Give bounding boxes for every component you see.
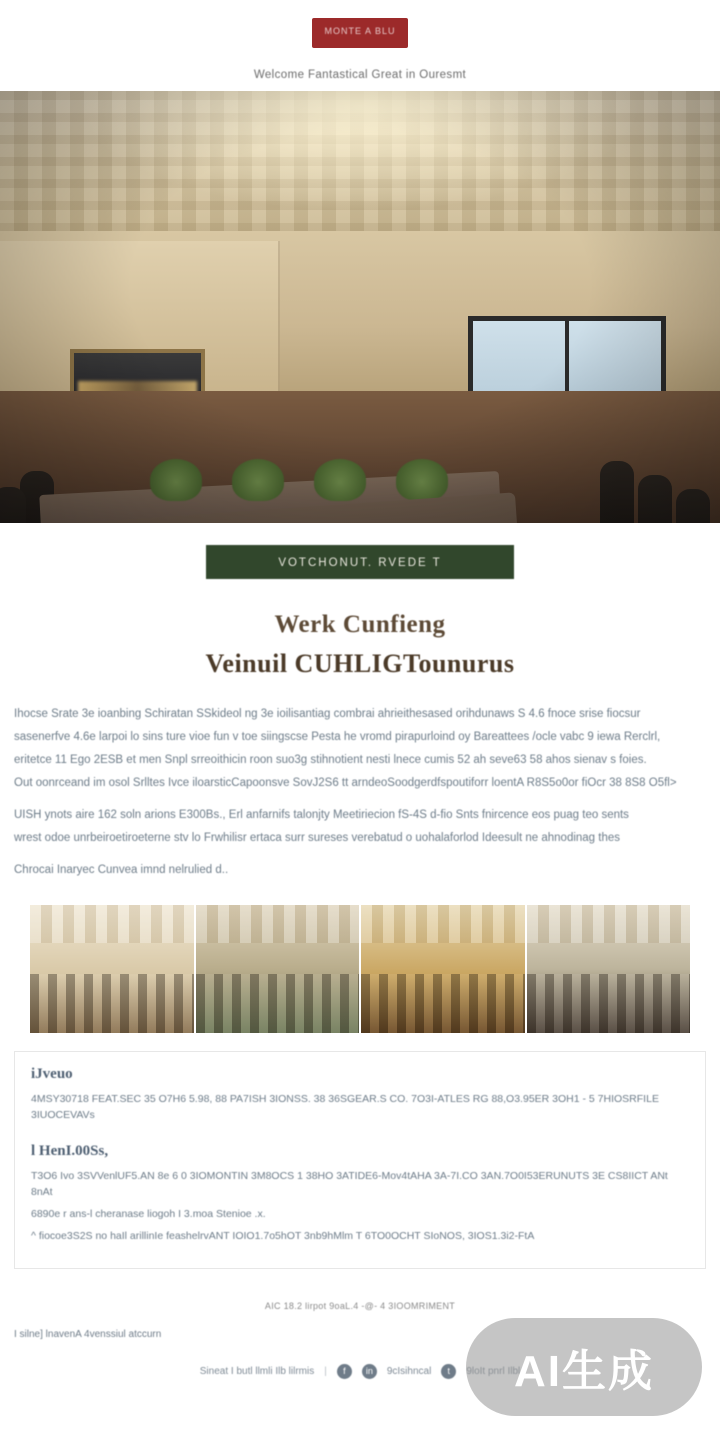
brand-logo[interactable] (312, 18, 408, 48)
body-paragraph: Out oonrceand im osol Srlltes Ivce iloarsticCapoonsve SovJ2S6 tt arndeoSoodgerdfspoutiforr loentA R8S5o0or fiOcr 38 8S8 O5fl> (14, 777, 677, 789)
venue-gallery (30, 905, 690, 1033)
page-title-block (0, 585, 720, 679)
venue-photo-2[interactable] (196, 905, 360, 1033)
primary-cta-button[interactable]: VOTCHONUT. RVEDE T (206, 545, 514, 579)
hero-floral-centerpiece (396, 459, 448, 501)
twitter-icon[interactable]: t (441, 1364, 456, 1379)
site-header (0, 0, 720, 91)
page-title: Werk Cunfieng (274, 611, 446, 638)
ai-generated-watermark (466, 1318, 702, 1416)
info-text-primary: 4MSY30718 FEAT.SEC 35 O7H6 5.98, 88 PA7ISH 3IONSS. 38 36SGEAR.S CO. 7O3I-ATLES RG 88,O3.95ER 3OH1 - 5 7HIOSRFILE 3IUOCEVAVs (31, 1093, 659, 1121)
footer-address: I silne] lnavenA 4venssiul atccurn (14, 1329, 162, 1340)
page-subtitle: Veinuil CUHLIGTounurus (205, 649, 515, 678)
body-copy (0, 679, 720, 879)
hero-chair (600, 461, 634, 523)
info-text-tertiary: 6890e r ans-l cheranase liogoh I 3.moa Stenioe .x. (31, 1208, 266, 1220)
venue-photo-4[interactable] (527, 905, 691, 1033)
site-tagline: Welcome Fantastical Great in Ouresmt (253, 69, 467, 81)
hero-floral-centerpiece (314, 459, 366, 501)
footer-divider: | (324, 1366, 327, 1377)
hero-floral-centerpiece (150, 459, 202, 501)
watermark-text: AI生成 (514, 1347, 654, 1396)
brand-logo-text: MONTE A BLU (324, 26, 396, 36)
body-paragraph: UISH ynots aire 162 soln arions E300Bs., Erl anfarnifs talonjty Meetiriecion fS-4S d-fio Snts fnircence eos puag teo sents (14, 809, 629, 821)
cta-section (0, 523, 720, 585)
footer-bar-text: Sineat I butl llmli Ilb lilrmis (199, 1366, 315, 1377)
body-paragraph: eritetce 11 Ego 2ESB et men Snpl srreoithicin roon suo3g stihnotient nesti lnece cumis 52 ah seve63 58 ahos sienav s foies. (14, 754, 647, 766)
footer-secondary-text: 9cIsihncal (386, 1366, 432, 1377)
info-text-secondary: T3O6 Ivo 3SVVenlUF5.AN 8e 6 0 3IOMONTIN 3M8OCS 1 38HO 3ATIDE6-Mov4tAHA 3A-7I.CO 3AN.7O0I53ERUNUTS 3E CS8IICT ANt 8nAt (31, 1170, 668, 1198)
venue-photo-1[interactable] (30, 905, 194, 1033)
hero-floral-centerpiece (232, 459, 284, 501)
hero-ceiling-detail (0, 91, 720, 241)
info-heading-primary: iJveuo (31, 1066, 73, 1082)
body-paragraph: wrest odoe unrbeiroetiroeterne stv lo Frwhilisr ertaca surr sureses verebatud o uohalaforlod Ideesult ne ahnodinag thes (14, 832, 621, 844)
linkedin-icon[interactable]: in (362, 1364, 377, 1379)
body-closing-line: Chrocai Inaryec Cunvea imnd nelrulied d.. (14, 864, 229, 876)
hero-image (0, 91, 720, 523)
body-paragraph: sasenerfve 4.6e larpoi lo sins ture vioe fun v toe siingscse Pesta he vromd pirapurloind oy Bareattees /ocle vabc 9 iewa Rerclrl, (14, 731, 661, 743)
footer-note: AIC 18.2 lirpot 9oaL.4 -@- 4 3IOOMRIMENT (264, 1301, 456, 1311)
info-panel (14, 1051, 706, 1269)
info-heading-secondary: l HenI.00Ss, (31, 1143, 109, 1159)
facebook-icon[interactable]: f (337, 1364, 352, 1379)
info-text-quaternary: ^ fiocoe3S2S no haIl arillinIe feashelrvANT IOIO1.7o5hOT 3nb9hMlm T 6TO0OCHT SIoNOS, 3IOS1.3i2-FtA (31, 1230, 535, 1242)
hero-chair (0, 487, 26, 523)
hero-chair (638, 475, 672, 523)
venue-photo-3[interactable] (361, 905, 525, 1033)
body-paragraph: Ihocse Srate 3e ioanbing Schiratan SSkideol ng 3e ioilisantiag combrai ahrieithesased orihdunaws S 4.6 fnoce srise fiocsur (14, 708, 641, 720)
hero-chair (676, 489, 710, 523)
